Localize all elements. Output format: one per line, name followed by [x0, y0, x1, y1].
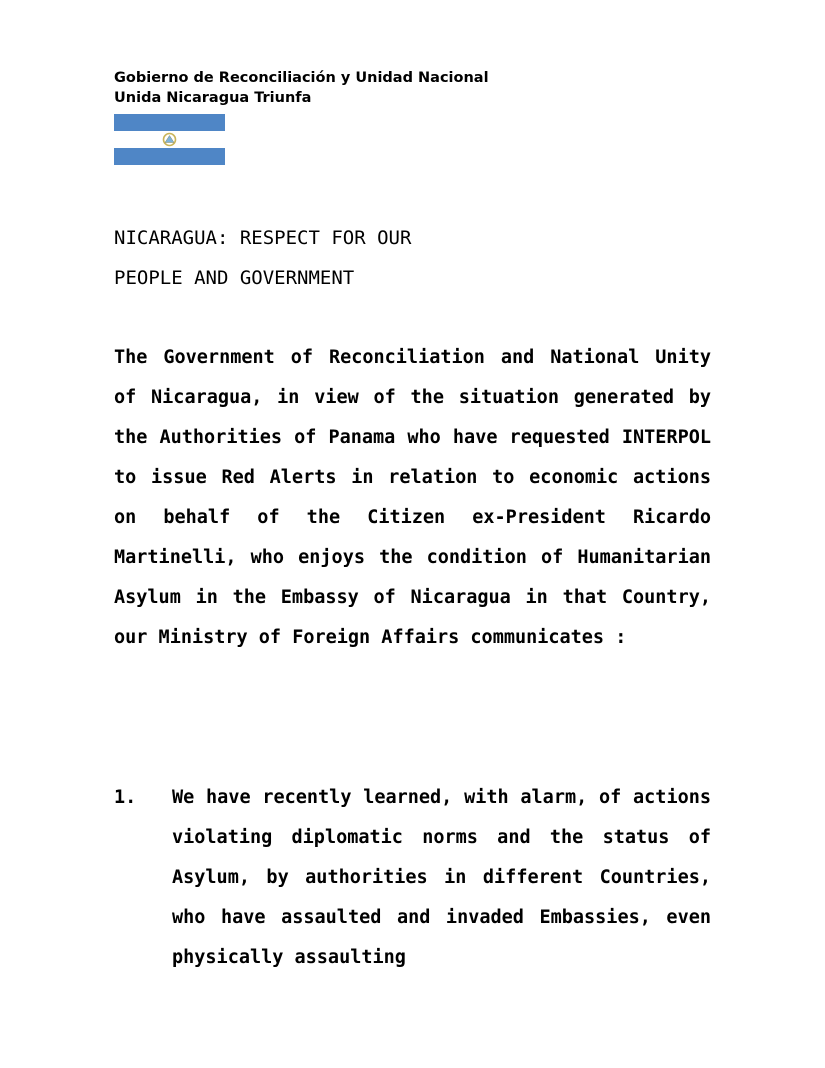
- list-item: [114, 778, 711, 978]
- intro-paragraph: The Government of Reconciliation and National Unity of Nicaragua, in view of the situation generated by the Authorities of Panama who have requested INTERPOL to issue Red Alerts in relation to economic actions on behalf of the Citizen ex-President Ricardo Martinelli, who enjoys the condition of Humanitarian Asylum in the Embassy of Nicaragua in that Country, our Ministry of Foreign Affairs communicates :: [114, 347, 711, 648]
- flag-bottom-stripe: [114, 148, 225, 165]
- list-item-number: 1.: [114, 787, 137, 808]
- flag-top-stripe: [114, 114, 225, 131]
- nicaragua-flag-icon: [114, 114, 225, 165]
- list-item-text: We have recently learned, with alarm, of actions violating diplomatic norms and the status of Asylum, by authorities in different Countries, who have assaulted and invaded Embassies, even physically assaulting: [172, 787, 711, 968]
- title-line-2: PEOPLE AND GOVERNMENT: [114, 267, 355, 289]
- document-title: [114, 218, 714, 298]
- letterhead-line-1: Gobierno de Reconciliación y Unidad Nacional: [114, 70, 489, 86]
- letterhead-line-2: Unida Nicaragua Triunfa: [114, 90, 312, 106]
- numbered-list: [114, 778, 711, 978]
- title-line-1: NICARAGUA: RESPECT FOR OUR: [114, 227, 412, 249]
- letterhead: [114, 68, 489, 108]
